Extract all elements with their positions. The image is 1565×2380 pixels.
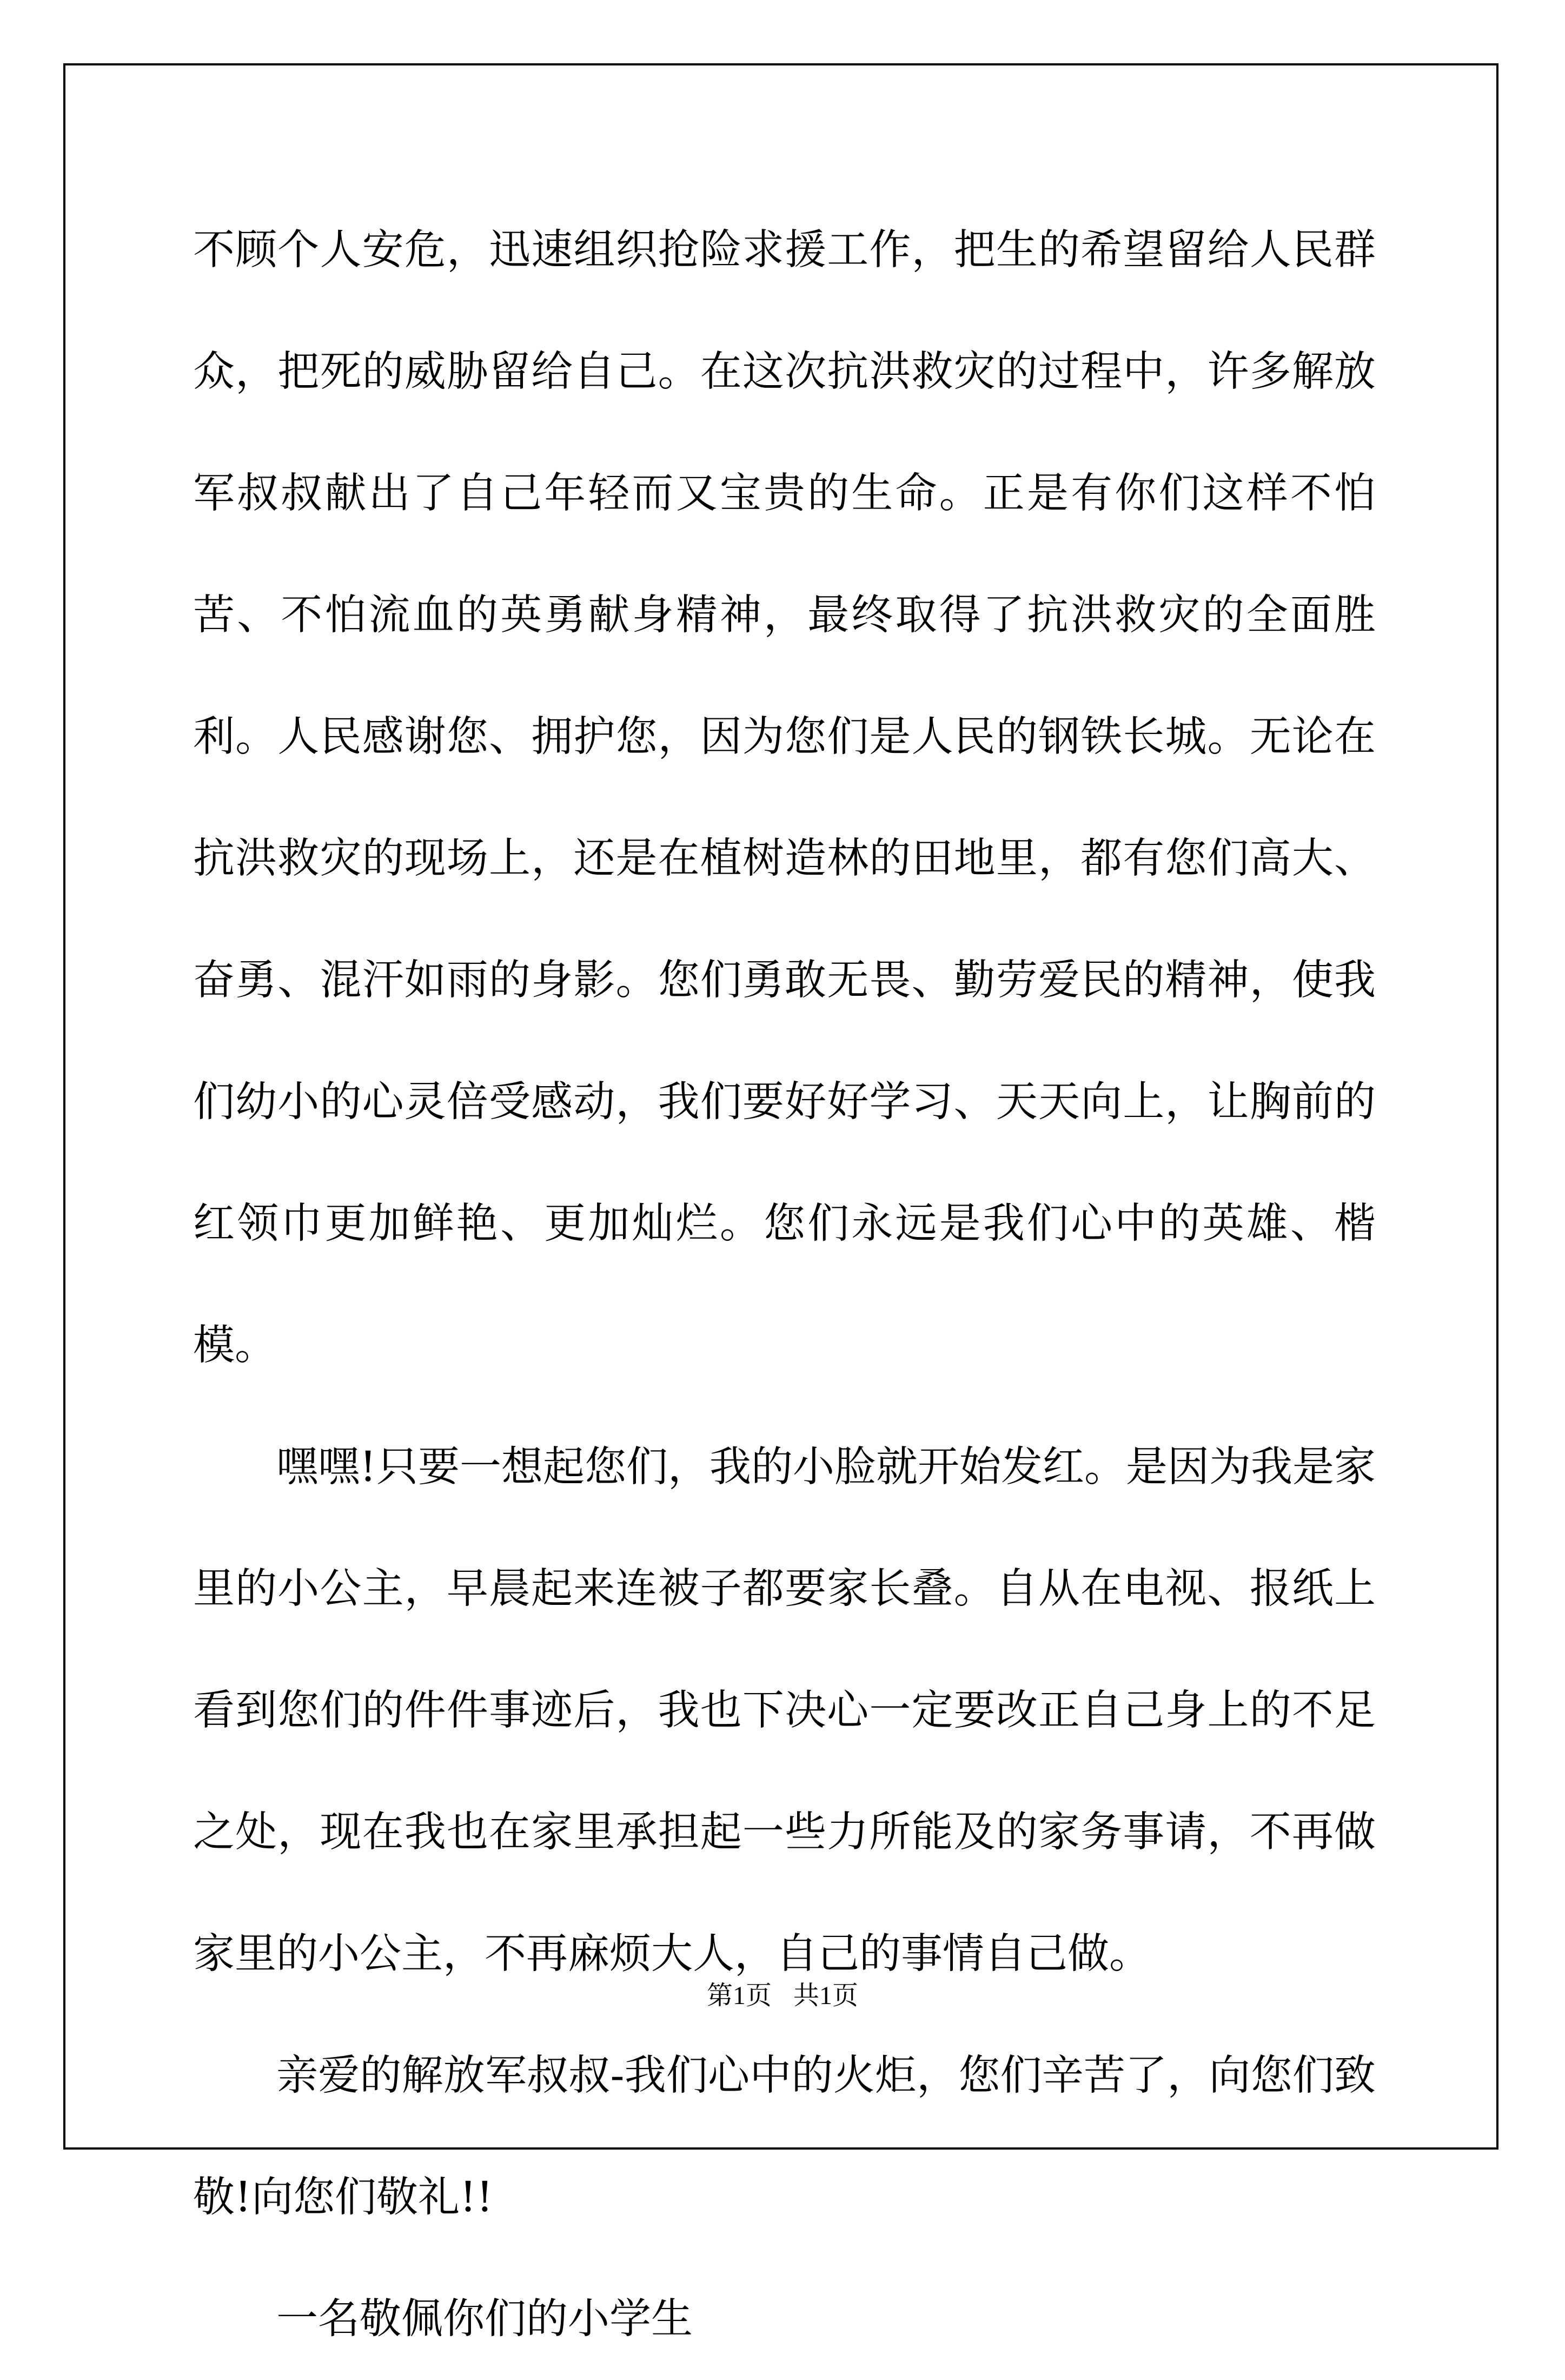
page-number: 第1页	[706, 1981, 772, 2010]
paragraph-signature: 一名敬佩你们的小学生	[276, 2295, 693, 2343]
paragraph-3: 亲爱的解放军叔叔-我们心中的火炬，您们辛苦了，向您们致敬!向您们敬礼!!	[193, 2052, 1376, 2222]
document-body	[193, 189, 1376, 2380]
page-footer	[0, 1980, 1565, 2012]
page-total: 共1页	[793, 1981, 859, 2010]
paragraph-2: 嘿嘿!只要一想起您们，我的小脸就开始发红。是因为我是家里的小公主，早晨起来连被子都要家长叠。自从在电视、报纸上看到您们的件件事迹后，我也下决心一定要改正自己身上的不足之处，现在我也在家里承担起一些力所能及的家务事请，不再做家里的小公主，不再麻烦大人，自己的事情自己做。	[193, 1443, 1376, 1978]
paragraph-1: 不顾个人安危，迅速组织抢险求援工作，把生的希望留给人民群众，把死的威胁留给自己。在这次抗洪救灾的过程中，许多解放军叔叔献出了自己年轻而又宝贵的生命。正是有你们这样不怕苦、不怕流血的英勇献身精神，最终取得了抗洪救灾的全面胜利。人民感谢您、拥护您，因为您们是人民的钢铁长城。无论在抗洪救灾的现场上，还是在植树造林的田地里，都有您们高大、奋勇、混汗如雨的身影。您们勇敢无畏、勤劳爱民的精神，使我们幼小的心灵倍受感动，我们要好好学习、天天向上，让胸前的红领巾更加鲜艳、更加灿烂。您们永远是我们心中的英雄、楷模。	[193, 226, 1376, 1370]
